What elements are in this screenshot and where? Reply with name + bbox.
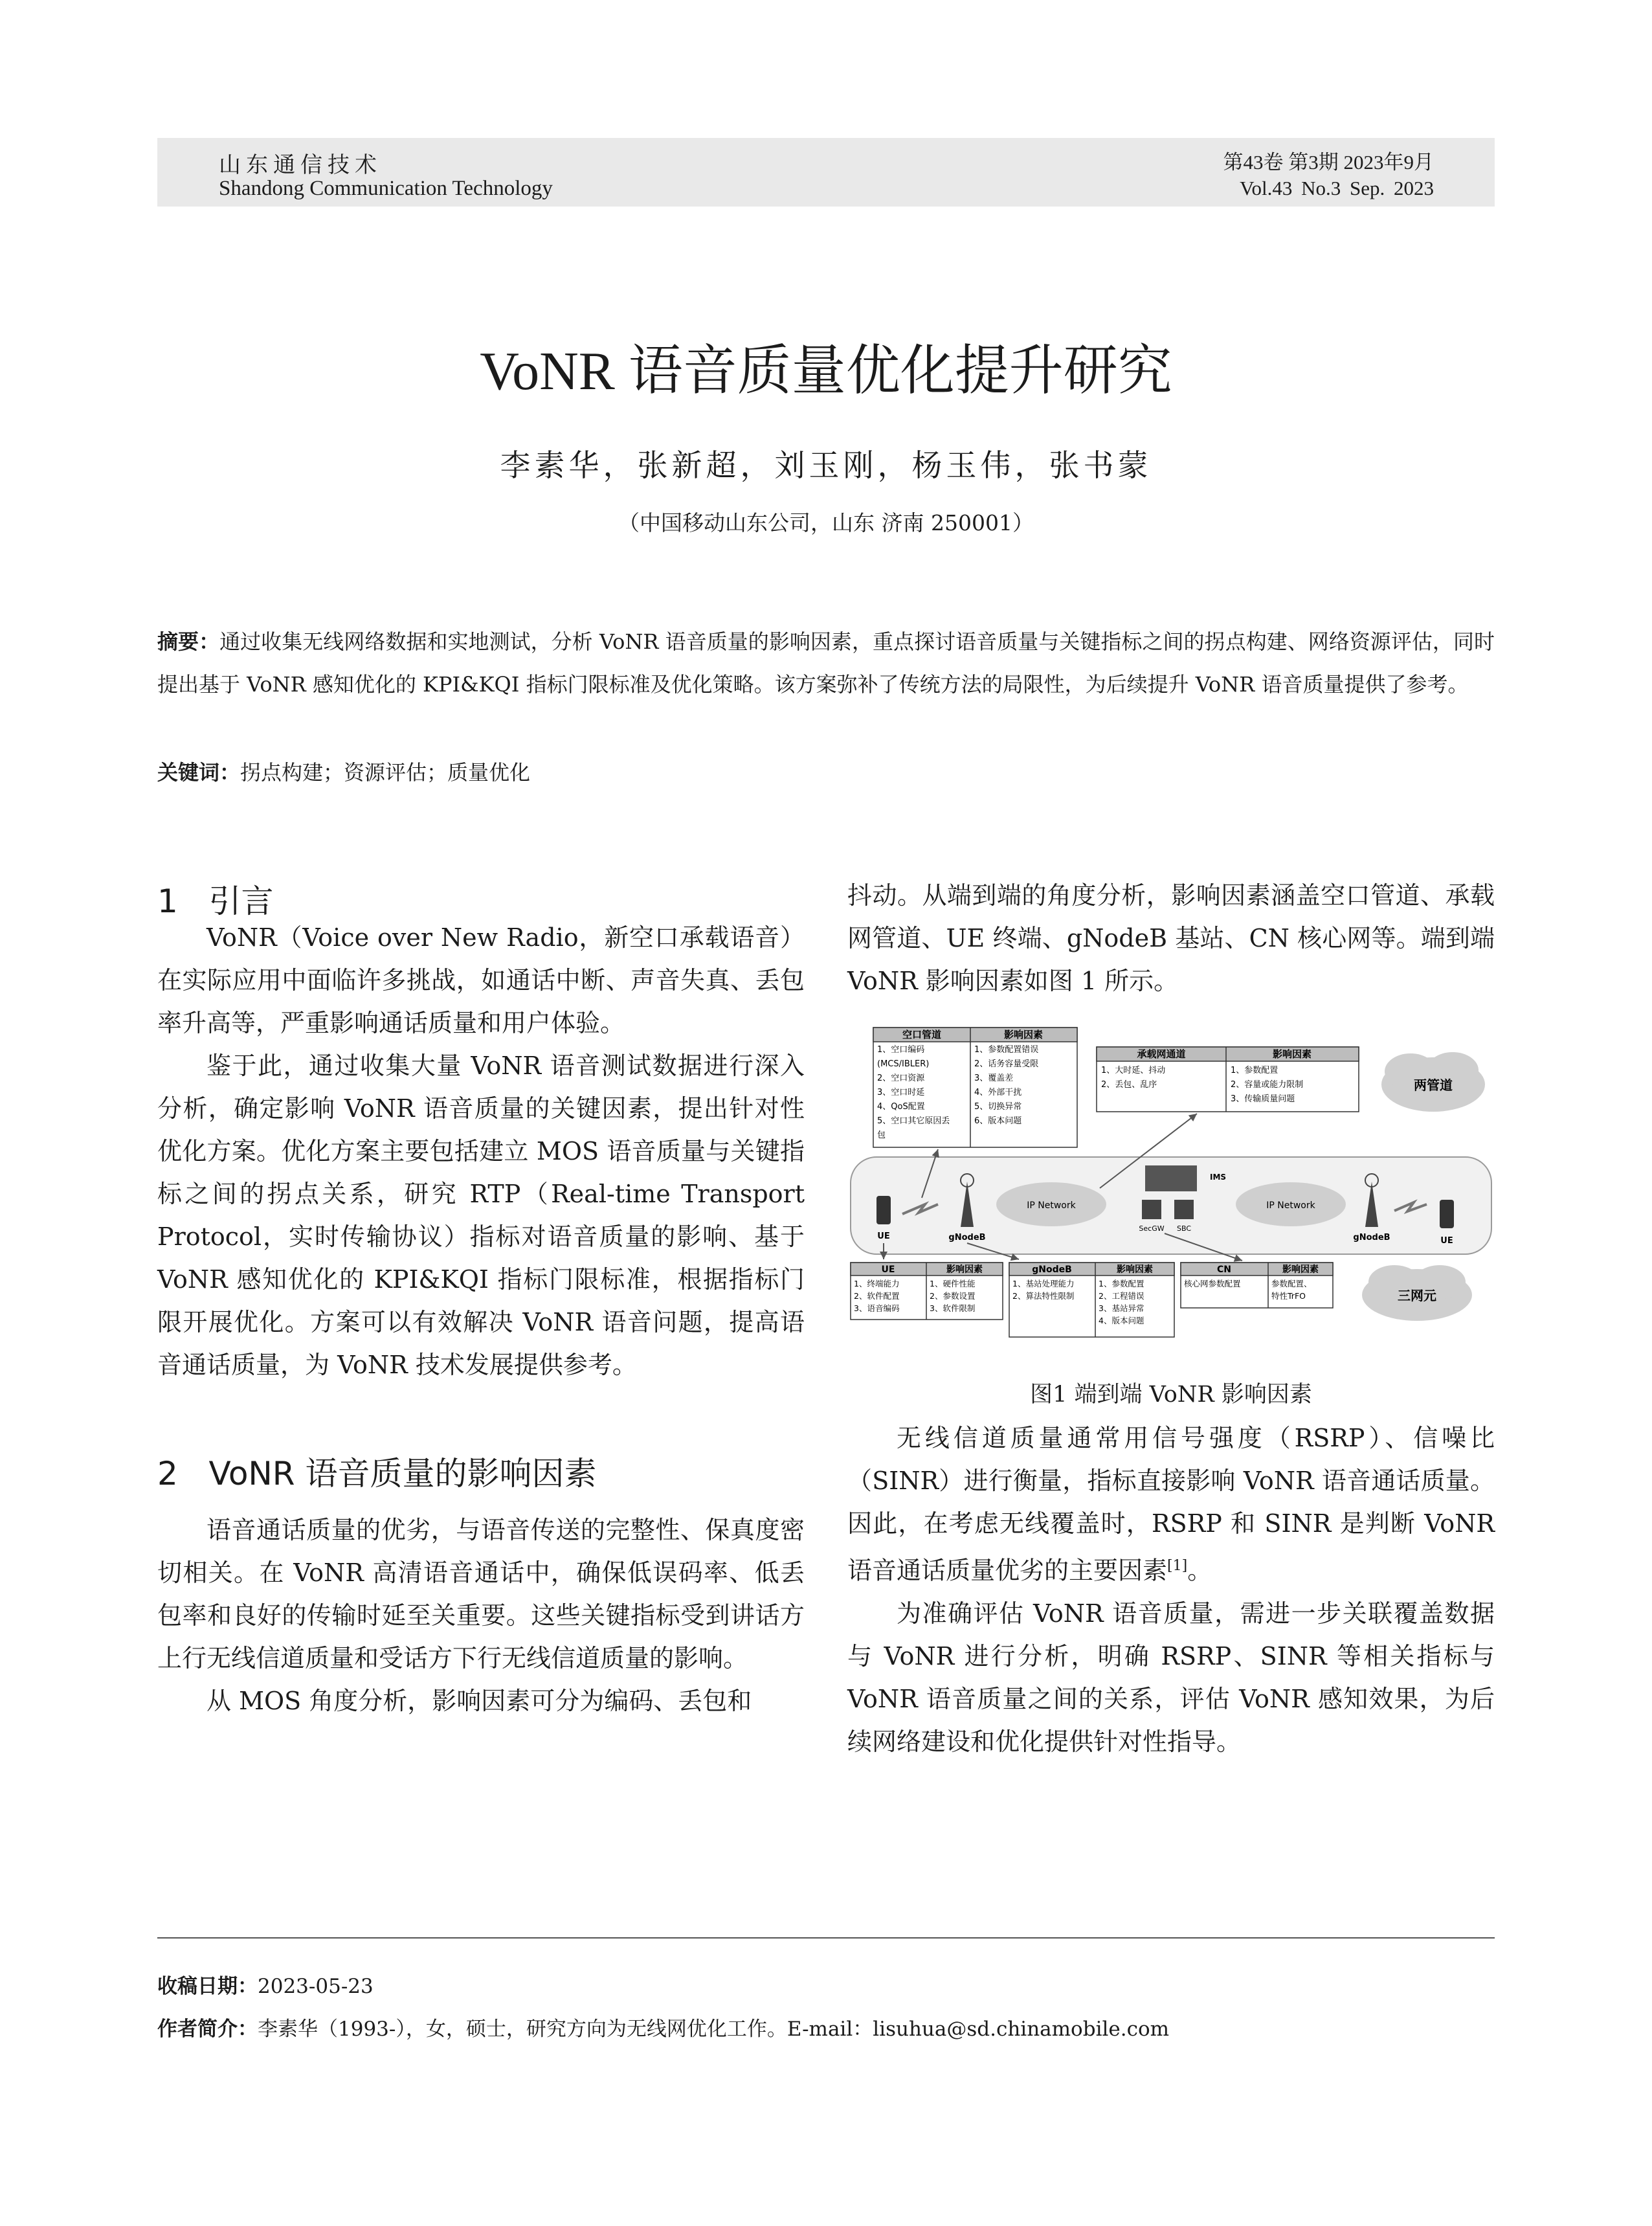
gnb-h2: 影响因素 [1117,1265,1153,1275]
table-cell-line: 4、版本问题 [1099,1316,1144,1325]
bio-label: 作者简介： [157,2018,258,2041]
table-cell-line: 2、容量或能力限制 [1231,1080,1304,1090]
ip-network-cloud-left [996,1182,1106,1226]
paragraph-text: 无线信道质量通常用信号强度（RSRP）、信噪比（SINR）进行衡量，指标直接影响 VoNR 语音通话质量。因此，在考虑无线覆盖时，RSRP 和 SINR 是判断 VoNR 语音通话质量优劣的主要因素 [847,1424,1495,1585]
table-cell-line: 3、基站异常 [1099,1303,1144,1313]
table-cell-line: 2、算法特性限制 [1012,1291,1075,1301]
table-cell-line: 2、工程错误 [1099,1291,1144,1301]
table-cell-line: (MCS/IBLER) [877,1059,930,1069]
table-cell-line: 6、版本问题 [974,1116,1022,1126]
gnb-h1: gNodeB [1032,1265,1072,1275]
table-cell-line: 5、空口其它原因丢 [877,1116,950,1126]
cn-h1: CN [1217,1265,1231,1275]
journal-name-cn: 山东通信技术 [219,152,382,178]
cn-h2: 影响因素 [1282,1265,1319,1275]
table-cell-line: 1、参数配置 [1099,1279,1144,1288]
table-cell-line: 2、软件配置 [854,1291,900,1301]
ip-network-label: IP Network [1266,1200,1315,1211]
table-cell-line: 2、空口资源 [877,1074,925,1083]
air-interface-table [873,1028,1077,1147]
ims-label: IMS [1210,1173,1227,1182]
ue-h1: UE [881,1265,895,1275]
table-cell-line: 1、大时延、抖动 [1101,1066,1166,1075]
table-cell-line: 包 [877,1130,886,1140]
ue-right [1440,1200,1454,1246]
section-2-body-right [847,1417,1495,1763]
table-cell-line: 1、基站处理能力 [1012,1279,1075,1288]
gnodeb-table [1009,1263,1174,1337]
ue-left [876,1196,891,1241]
paragraph: 语音通话质量的优劣，与语音传送的完整性、保真度密切相关。在 VoNR 高清语音通话中，确保低误码率、低丢包率和良好的传输时延至关重要。这些关键指标受到讲话方上行无线信道质量和受话方下行无线信道质量的影响。 [157,1516,805,1672]
table-cell-line: 3、覆盖差 [974,1074,1014,1083]
two-pipes-cloud [1381,1052,1485,1112]
journal-name-en: Shandong Communication Technology [219,177,553,200]
footer-divider [157,1937,1495,1939]
table-cell-line: 1、硬件性能 [930,1279,976,1288]
ip-network-cloud-right [1236,1182,1346,1226]
keywords-text: 拐点构建；资源评估；质量优化 [240,760,531,785]
journal-header [157,138,1495,207]
abstract-label: 摘要： [157,629,220,654]
section-2-body-right-top [847,874,1495,1002]
table-cell-line: 2、丢包、乱序 [1101,1080,1157,1090]
ue-label: UE [1440,1236,1453,1246]
ue-col1 [854,1279,900,1313]
section-1-heading: 1 引言 [157,883,274,920]
bearer-h2: 影响因素 [1272,1048,1312,1060]
issue-info-en: Vol.43 No.3 Sep. 2023 [1240,177,1434,199]
section-2-body-left [157,1509,805,1722]
table-cell-line: 3、语音编码 [854,1303,900,1313]
table-cell-line: 1、空口编码 [877,1045,925,1055]
paragraph: 抖动。从端到端的角度分析，影响因素涵盖空口管道、承载网管道、UE 终端、gNodeB 基站、CN 核心网等。端到端 VoNR 影响因素如图 1 所示。 [847,881,1495,995]
table-cell-line: 特性TrFO [1271,1291,1306,1301]
citation-ref: [1] [1167,1558,1188,1574]
paragraph: 为准确评估 VoNR 语音质量，需进一步关联覆盖数据与 VoNR 进行分析，明确 RSRP、SINR 等相关指标与 VoNR 语音质量之间的关系，评估 VoNR 感知效果，为后续网络建设和优化提供针对性指导。 [847,1599,1495,1756]
cn-table [1181,1263,1333,1308]
gnodeb-label: gNodeB [948,1233,986,1242]
table-cell-line: 3、传输质量问题 [1231,1094,1295,1104]
table-cell-line: 4、QoS配置 [877,1102,925,1112]
paragraph: VoNR（Voice over New Radio，新空口承载语音）在实际应用中面临许多挑战，如通话中断、声音失真、丢包率升高等，严重影响通话质量和用户体验。 [157,923,805,1037]
table-cell-line: 核心网参数配置 [1184,1279,1241,1288]
table-cell-line: 1、终端能力 [854,1279,900,1288]
paper-title: VoNR 语音质量优化提升研究 [480,341,1172,401]
table-cell-line: 2、话务容量受限 [974,1059,1039,1069]
bearer-table [1097,1047,1359,1112]
section-1-body [157,916,805,1386]
affiliation: （中国移动山东公司，山东 济南 250001） [618,510,1034,535]
gnodeb-label: gNodeB [1353,1233,1390,1242]
air-h2: 影响因素 [1003,1029,1044,1040]
table-cell-line: 5、切换异常 [974,1102,1022,1112]
bio-text: 李素华（1993-），女，硕士，研究方向为无线网优化工作。E-mail：lisuhua@sd.chinamobile.com [258,2018,1170,2041]
received-label: 收稿日期： [157,1975,258,1998]
ip-network-label: IP Network [1027,1200,1076,1211]
section-2-heading: 2 VoNR 语音质量的影响因素 [157,1455,597,1492]
table-cell-line: 3、软件限制 [930,1303,976,1313]
table-cell-line: 2、参数设置 [930,1291,976,1301]
bearer-h1: 承载网通道 [1137,1048,1186,1060]
received-value: 2023-05-23 [258,1975,374,1998]
table-cell-line: 1、参数配置错误 [974,1045,1039,1055]
abstract-text: 通过收集无线网络数据和实地测试，分析 VoNR 语音质量的影响因素，重点探讨语音质量与关键指标之间的拐点构建、网络资源评估，同时提出基于 VoNR 感知优化的 KPI&KQI 指标门限标准及优化策略。该方案弥补了传统方法的局限性，为后续提升 VoNR 语音质量提供了参考。 [157,629,1495,697]
air-h1: 空口管道 [902,1029,942,1040]
figure-1-caption: 图1 端到端 VoNR 影响因素 [1030,1382,1312,1408]
author-list: 李素华，张新超，刘玉刚，杨玉伟，张书蒙 [500,448,1152,484]
keywords-label: 关键词： [157,760,241,785]
table-cell-line: 参数配置、 [1271,1279,1312,1288]
three-ne-cloud [1362,1265,1472,1321]
table-cell-line: 4、外部干扰 [974,1088,1022,1097]
sbc-label: SBC [1176,1224,1192,1233]
secgw-label: SecGW [1139,1224,1165,1233]
paragraph: 鉴于此，通过收集大量 VoNR 语音测试数据进行深入分析，确定影响 VoNR 语音质量的关键因素，提出针对性优化方案。优化方案主要包括建立 MOS 语音质量与关键指标之间的拐点关系，研究 RTP（Real-time Transport Protocol，实时传输协议）指标对语音质量的影响、基于 VoNR 感知优化的 KPI&KQI 指标门限标准，根据指标门限开展优化。方案可以有效解决 VoNR 语音问题，提高语音通话质量，为 VoNR 技术发展提供参考。 [157,1051,805,1379]
keywords [157,751,1495,794]
ue-table [851,1263,1003,1320]
ue-col2 [930,1279,976,1313]
two-pipes-label: 两管道 [1414,1077,1453,1093]
ue-label: UE [877,1231,890,1241]
cn-col1 [1184,1279,1241,1288]
three-ne-label: 三网元 [1398,1288,1436,1303]
paragraph [847,1417,1495,1592]
paragraph-end: 。 [1187,1556,1212,1585]
ue-h2: 影响因素 [946,1265,983,1275]
table-cell-line: 3、空口时延 [877,1088,925,1097]
author-bio [157,2012,1169,2041]
paragraph: 从 MOS 角度分析，影响因素可分为编码、丢包和 [206,1687,752,1715]
received-date [157,1970,374,1999]
abstract [157,620,1495,706]
figure-1-diagram [847,1020,1495,1366]
table-cell-line: 1、参数配置 [1231,1066,1278,1075]
issue-info-cn: 第43卷 第3期 2023年9月 [1223,151,1434,174]
